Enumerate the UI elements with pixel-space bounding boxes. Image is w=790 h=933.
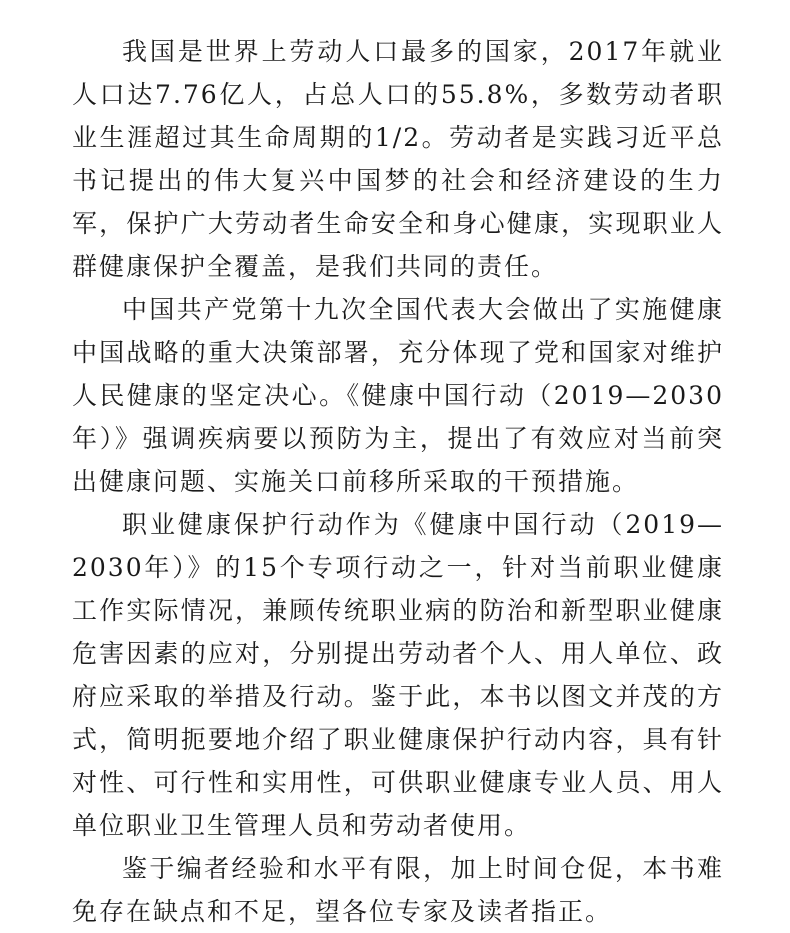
paragraph-labor-population: 我国是世界上劳动人口最多的国家，2017年就业人口达7.76亿人，占总人口的55.8%，多数劳动者职业生涯超过其生命周期的1/2。劳动者是实践习近平总书记提出的伟大复兴中国梦的社会和经济建设的生力军，保护广大劳动者生命安全和身心健康，实现职业人群健康保护全覆盖，是我们共同的责任。 [72, 37, 724, 281]
paragraph-editor-note: 鉴于编者经验和水平有限，加上时间仓促，本书难免存在缺点和不足，望各位专家及读者指正。 [72, 854, 724, 926]
document-body [72, 30, 724, 933]
paragraph-occupational-health-action: 职业健康保护行动作为《健康中国行动（2019—2030年）》的15个专项行动之一，针对当前职业健康工作实际情况，兼顾传统职业病的防治和新型职业健康危害因素的应对，分别提出劳动者个人、用人单位、政府应采取的举措及行动。鉴于此，本书以图文并茂的方式，简明扼要地介绍了职业健康保护行动内容，具有针对性、可行性和实用性，可供职业健康专业人员、用人单位职业卫生管理人员和劳动者使用。 [72, 510, 724, 840]
paragraph-healthy-china-strategy: 中国共产党第十九次全国代表大会做出了实施健康中国战略的重大决策部署，充分体现了党和国家对维护人民健康的坚定决心。《健康中国行动（2019—2030年）》强调疾病要以预防为主，提出了有效应对当前突出健康问题、实施关口前移所采取的干预措施。 [72, 295, 724, 496]
